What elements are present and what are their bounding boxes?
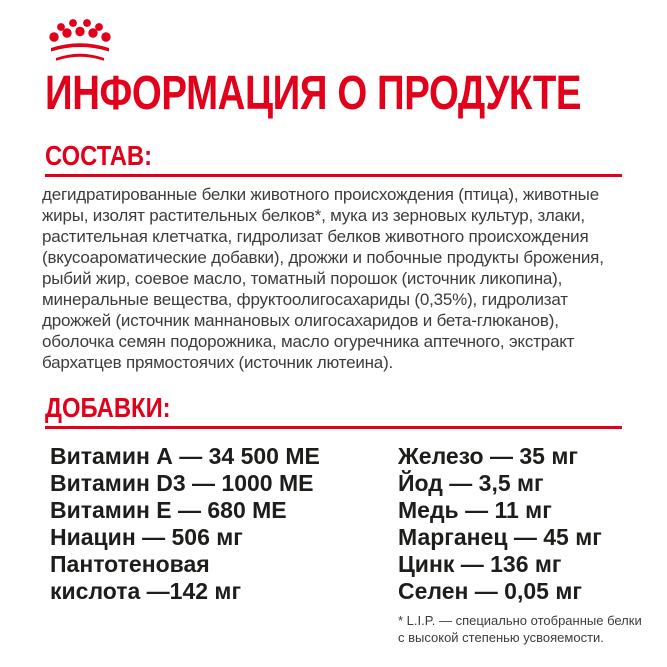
additive-line: Ниацин — 506 мг — [50, 524, 243, 550]
composition-heading-text: СОСТАВ: — [45, 140, 153, 171]
footnote-line: с высокой степенью усвояемости. — [398, 630, 604, 645]
additive-line: Витамин Е — 680 МЕ — [50, 497, 287, 523]
additive-line: Витамин А — 34 500 МЕ — [50, 443, 320, 469]
additive-line: Пантотеновая — [50, 551, 210, 577]
additive-line: кислота —142 мг — [50, 578, 242, 604]
additive-line: Цинк — 136 мг — [398, 551, 562, 577]
additives-right-column — [398, 443, 602, 605]
additive-line: Селен — 0,05 мг — [398, 578, 582, 604]
composition-text: дегидратированные белки животного происхождения (птица), животные жиры, изолят растительных белков*, мука из зерновых культур, злаки, растительная клетчатка, гидролизат белков животного происхождения (вкусоароматические добавки), дрожжи и побочные продукты брожения, рыбий жир, соевое масло, томатный порошок (источник ликопина), минеральные вещества, фруктоолигосахариды (0,35%), гидролизат дрожжей (источник маннановых олигосахаридов и бета-глюканов), оболочка семян подорожника, масло огуречника аптечного, экстракт бархатцев прямостоячих (источник лютеина). — [42, 185, 604, 372]
page-title-text: ИНФОРМАЦИЯ О ПРОДУКТЕ — [45, 67, 582, 120]
additive-line: Медь — 11 мг — [398, 497, 552, 523]
additive-line: Витамин D3 — 1000 МЕ — [50, 470, 314, 496]
composition-heading — [45, 142, 171, 170]
additive-line: Йод — 3,5 мг — [398, 470, 544, 496]
royal-canin-crown-icon — [48, 17, 112, 64]
footnote-line: * L.I.P. — специально отобранные белки — [398, 613, 642, 628]
additive-line: Железо — 35 мг — [398, 443, 578, 469]
additives-divider — [45, 426, 622, 429]
additives-heading — [45, 394, 193, 422]
additives-left-column — [50, 443, 320, 605]
lip-footnote — [398, 612, 658, 646]
additives-heading-text: ДОБАВКИ: — [45, 392, 171, 423]
composition-divider — [45, 174, 622, 177]
additive-line: Марганец — 45 мг — [398, 524, 602, 550]
page-title — [45, 67, 667, 120]
